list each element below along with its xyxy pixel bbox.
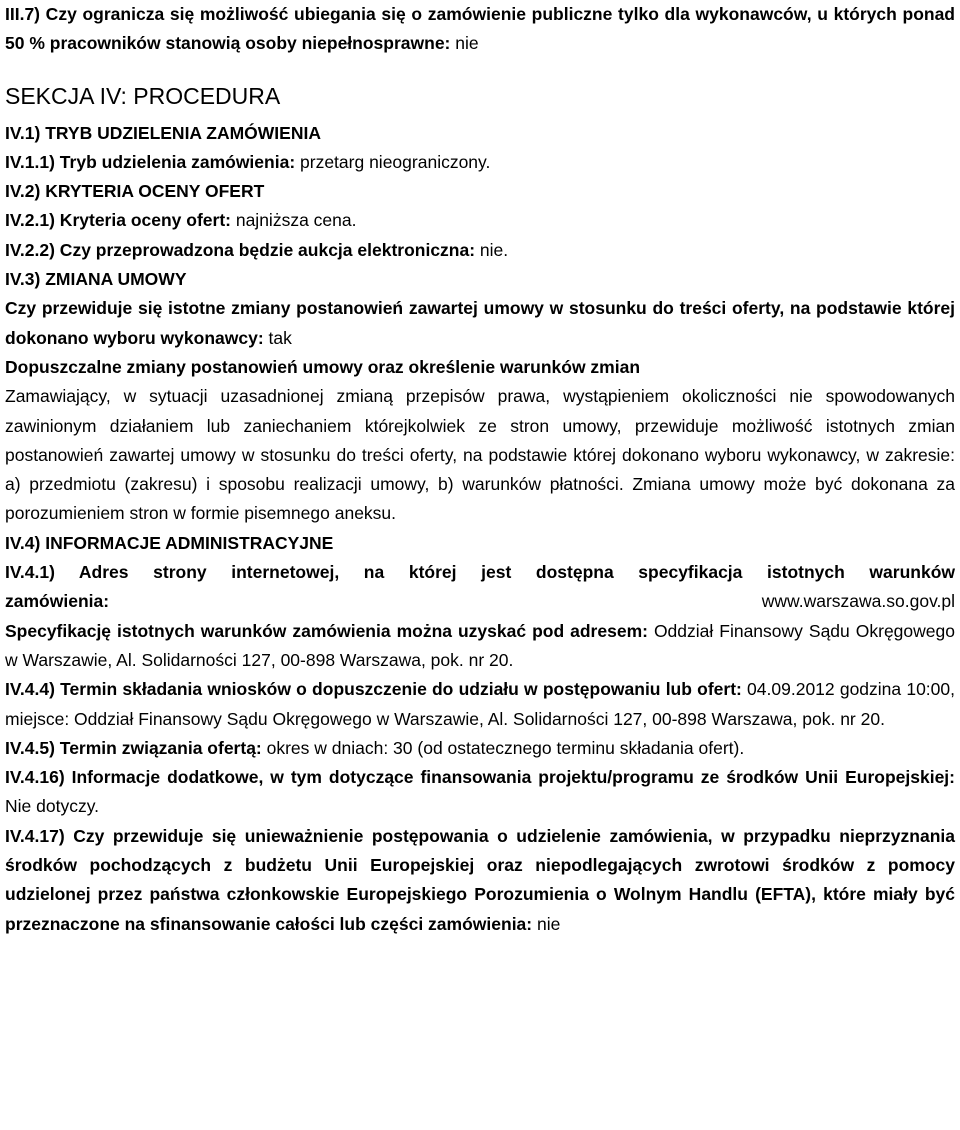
section-iv41-line2 bbox=[5, 587, 955, 616]
section-iv3-question-label: Czy przewiduje się istotne zmiany postanowień zawartej umowy w stosunku do treści oferty, na podstawie której dokonano wyboru wykonawcy: bbox=[5, 298, 955, 348]
section-iv22-label: IV.2.2) Czy przeprowadzona będzie aukcja elektroniczna: bbox=[5, 239, 476, 260]
section-iv41-label: zamówienia: bbox=[5, 591, 110, 612]
section-iv11-value: przetarg nieograniczony. bbox=[295, 151, 491, 172]
heading-allowed-changes: Dopuszczalne zmiany postanowień umowy oraz określenie warunków zmian bbox=[5, 356, 641, 377]
document-page bbox=[5, 0, 955, 939]
section-iii7-value: nie bbox=[450, 33, 479, 54]
section-iv44-label: IV.4.4) Termin składania wniosków o dopuszczenie do udziału w postępowaniu lub ofert: bbox=[5, 679, 742, 700]
heading-iv3: IV.3) ZMIANA UMOWY bbox=[5, 269, 187, 290]
section-spec-label: Specyfikację istotnych warunków zamówienia można uzyskać pod adresem: bbox=[5, 620, 648, 641]
section-iv44-value: 04.09.2012 godzina 10:00, miejsce: Oddział Finansowy Sądu Okręgowego w Warszawie, Al. Solidarności 127, 00-898 Warszawa, pok. nr 20. bbox=[5, 679, 955, 729]
section-iv45 bbox=[5, 734, 955, 763]
section-iv21-label: IV.2.1) Kryteria oceny ofert: bbox=[5, 210, 231, 231]
section-title: SEKCJA IV: PROCEDURA bbox=[5, 82, 281, 109]
section-iv41-line1: IV.4.1) Adres strony internetowej, na której jest dostępna specyfikacja istotnych warunków bbox=[5, 562, 955, 583]
section-iv21-value: najniższa cena. bbox=[230, 210, 357, 231]
section-iv45-label: IV.4.5) Termin związania ofertą: bbox=[5, 737, 262, 758]
section-iv416-value: Nie dotyczy. bbox=[5, 796, 100, 817]
section-spec-value: Oddział Finansowy Sądu Okręgowego w Warszawie, Al. Solidarności 127, 00-898 Warszawa, pok. nr 20. bbox=[5, 620, 955, 670]
section-spec-address bbox=[5, 617, 955, 676]
heading-iv2: IV.2) KRYTERIA OCENY OFERT bbox=[5, 181, 265, 202]
section-iv416 bbox=[5, 763, 955, 822]
heading-iv4: IV.4) INFORMACJE ADMINISTRACYJNE bbox=[5, 532, 334, 553]
section-iv21 bbox=[5, 206, 955, 235]
section-iv11-label: IV.1.1) Tryb udzielenia zamówienia: bbox=[5, 151, 296, 172]
website-link[interactable]: www.warszawa.so.gov.pl bbox=[761, 591, 955, 612]
section-iv3-question-value: tak bbox=[263, 327, 292, 348]
paragraph-allowed-changes: Zamawiający, w sytuacji uzasadnionej zmianą przepisów prawa, wystąpieniem okoliczności nie spowodowanych zawinionym działaniem lub zaniechaniem którejkolwiek ze stron umowy, przewiduje możliwość istotnych zmian postanowień zawartej umowy w stosunku do treści oferty, na podstawie której dokonano wyboru wykonawcy, w zakresie: a) przedmiotu (zakresu) i sposobu realizacji umowy, b) warunków płatności. Zmiana umowy może być dokonana za porozumieniem stron w formie pisemnego aneksu. bbox=[5, 386, 955, 524]
section-iv3-question bbox=[5, 294, 955, 353]
section-iv417-label: IV.4.17) Czy przewiduje się unieważnienie postępowania o udzielenie zamówienia, w przypadku nieprzyznania środków pochodzących z budżetu Unii Europejskiej oraz niepodlegających zwrotowi środków z pomocy udzielonej przez państwa członkowskie Europejskiego Porozumienia o Wolnym Handlu (EFTA), które miały być przeznaczone na sfinansowanie całości lub części zamówienia: bbox=[5, 825, 955, 934]
section-iii7 bbox=[5, 0, 955, 59]
section-iv22-value: nie. bbox=[475, 239, 509, 260]
section-iv417 bbox=[5, 822, 955, 939]
section-iv22 bbox=[5, 236, 955, 265]
section-iv417-value: nie bbox=[532, 913, 561, 934]
section-iv11 bbox=[5, 148, 955, 177]
section-iv45-value: okres w dniach: 30 (od ostatecznego terminu składania ofert). bbox=[261, 737, 745, 758]
section-iii7-label: III.7) Czy ogranicza się możliwość ubiegania się o zamówienie publiczne tylko dla wykonawców, u których ponad 50 % pracowników stanowią osoby niepełnosprawne: bbox=[5, 4, 955, 54]
heading-iv1: IV.1) TRYB UDZIELENIA ZAMÓWIENIA bbox=[5, 122, 321, 143]
section-iv416-label: IV.4.16) Informacje dodatkowe, w tym dotyczące finansowania projektu/programu ze środków Unii Europejskiej: bbox=[5, 767, 955, 788]
section-iv44 bbox=[5, 675, 955, 734]
